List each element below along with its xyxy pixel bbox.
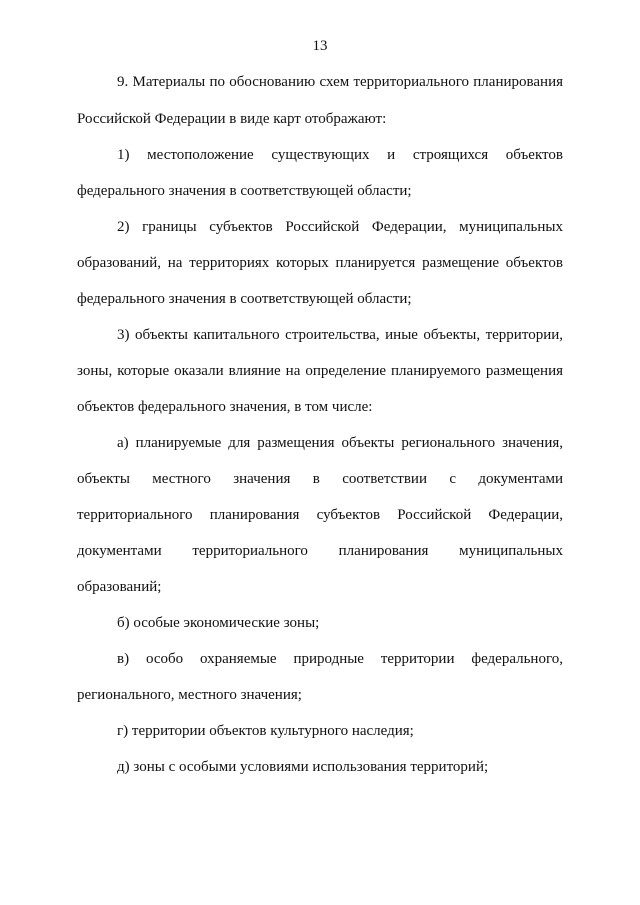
item-2-line-3: федерального значения в соответствующей области;	[77, 291, 412, 307]
paragraph-9-line-2: Российской Федерации в виде карт отображают:	[77, 111, 387, 127]
page-number: 13	[312, 38, 328, 54]
subitem-b-line-1: б) особые экономические зоны;	[117, 615, 320, 631]
item-1-line-2: федерального значения в соответствующей области;	[77, 183, 412, 199]
paragraph-9-line-1: 9. Материалы по обоснованию схем территориального планирования	[117, 74, 563, 90]
subitem-a-line-4: документами территориального планирования муниципальных	[77, 543, 563, 559]
item-3-line-3: объектов федерального значения, в том числе:	[77, 399, 373, 415]
subitem-a-line-3: территориального планирования субъектов Российской Федерации,	[77, 507, 563, 523]
item-3-line-2: зоны, которые оказали влияние на определение планируемого размещения	[77, 363, 563, 379]
subitem-v-line-2: регионального, местного значения;	[77, 687, 302, 703]
item-2-line-1: 2) границы субъектов Российской Федерации, муниципальных	[117, 219, 563, 235]
subitem-a-line-2: объекты местного значения в соответствии с документами	[77, 471, 563, 487]
subitem-v-line-1: в) особо охраняемые природные территории федерального,	[117, 651, 563, 667]
item-3-line-1: 3) объекты капитального строительства, иные объекты, территории,	[117, 327, 563, 343]
subitem-a-line-1: а) планируемые для размещения объекты регионального значения,	[117, 435, 563, 451]
subitem-a-line-5: образований;	[77, 579, 162, 595]
subitem-g-line-1: г) территории объектов культурного наследия;	[117, 723, 414, 739]
item-1-line-1: 1) местоположение существующих и строящихся объектов	[117, 147, 563, 163]
subitem-d-line-1: д) зоны с особыми условиями использования территорий;	[117, 759, 489, 775]
item-2-line-2: образований, на территориях которых планируется размещение объектов	[77, 255, 563, 271]
